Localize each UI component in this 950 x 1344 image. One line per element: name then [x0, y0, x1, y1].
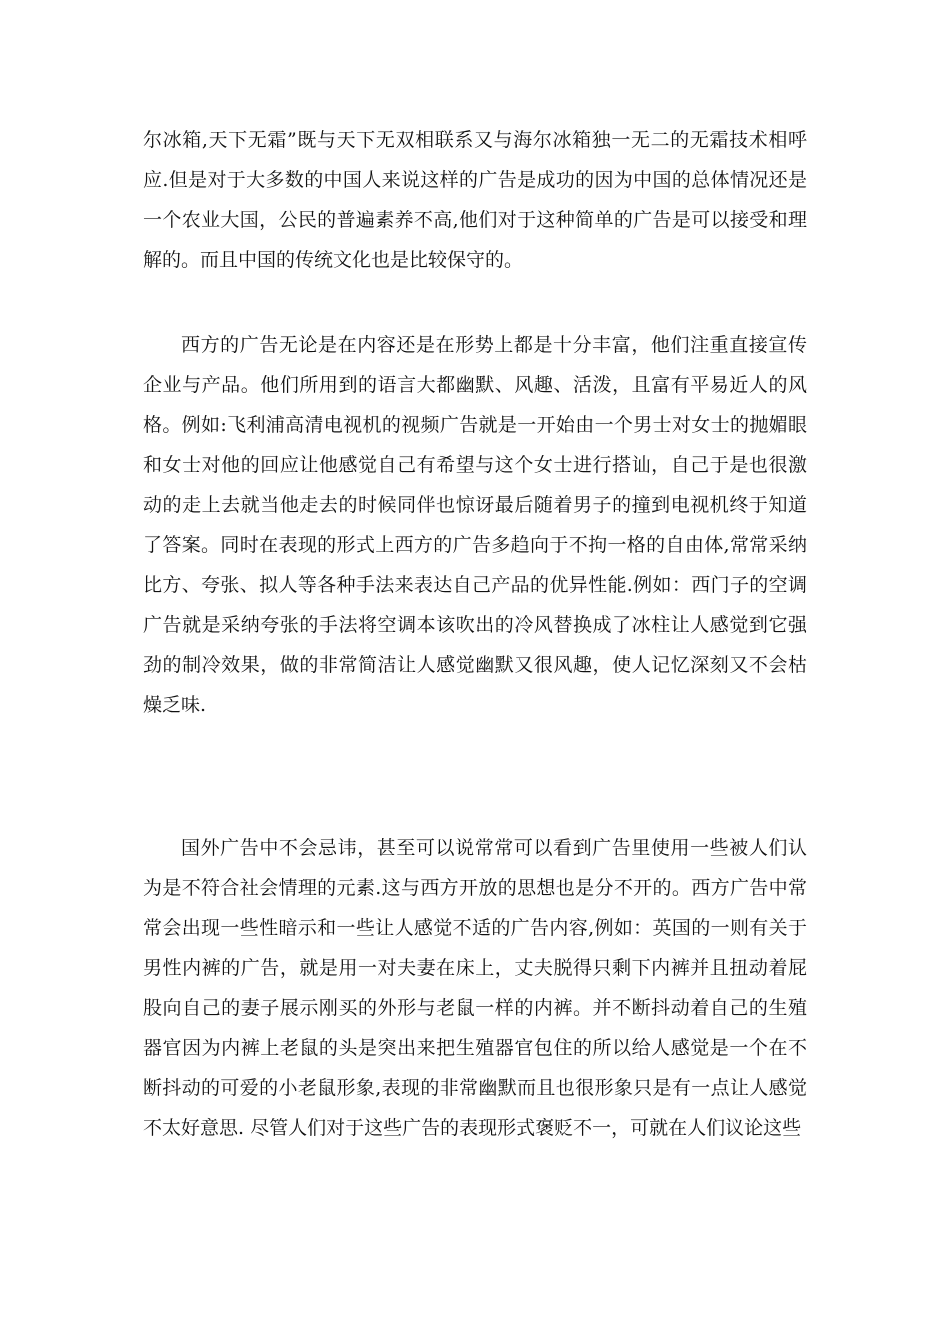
paragraph-continuation: 尔冰箱,天下无霜”既与天下无双相联系又与海尔冰箱独一无二的无霜技术相呼应.但是对于大多数的中国人来说这样的广告是成功的因为中国的总体情况还是一个农业大国，公民的普遍素养不高,他们对于这种简单的广告是可以接受和理解的。而且中国的传统文化也是比较保守的。 [143, 129, 807, 271]
paragraph-foreign-ads: 国外广告中不会忌讳，甚至可以说常常可以看到广告里使用一些被人们认为是不符合社会情理的元素.这与西方开放的思想也是分不开的。西方广告中常常会出现一些性暗示和一些让人感觉不适的广告内容,例如：英国的一则有关于男性内裤的广告，就是用一对夫妻在床上，丈夫脱得只剩下内裤并且扭动着屁股向自己的妻子展示刚买的外形与老鼠一样的内裤。并不断抖动着自己的生殖器官因为内裤上老鼠的头是突出来把生殖器官包住的所以给人感觉是一个在不断抖动的可爱的小老鼠形象,表现的非常幽默而且也很形象只是有一点让人感觉不太好意思. 尽管人们对于这些广告的表现形式褒贬不一，可就在人们议论这些 [143, 837, 807, 1139]
paragraph-western-ads: 西方的广告无论是在内容还是在形势上都是十分丰富，他们注重直接宣传企业与产品。他们所用到的语言大都幽默、风趣、活泼，且富有平易近人的风格。例如:飞利浦高清电视机的视频广告就是一开始由一个男士对女士的抛媚眼和女士对他的回应让他感觉自己有希望与这个女士进行搭讪，自己于是也很激动的走上去就当他走去的时候同伴也惊讶最后随着男子的撞到电视机终于知道了答案。同时在表现的形式上西方的广告多趋向于不拘一格的自由体,常常采纳比方、夸张、拟人等各种手法来表达自己产品的优异性能.例如：西门子的空调广告就是采纳夸张的手法将空调本该吹出的冷风替换成了冰柱让人感觉到它强劲的制冷效果，做的非常简洁让人感觉幽默又很风趣，使人记忆深刻又不会枯燥乏味. [143, 334, 807, 716]
